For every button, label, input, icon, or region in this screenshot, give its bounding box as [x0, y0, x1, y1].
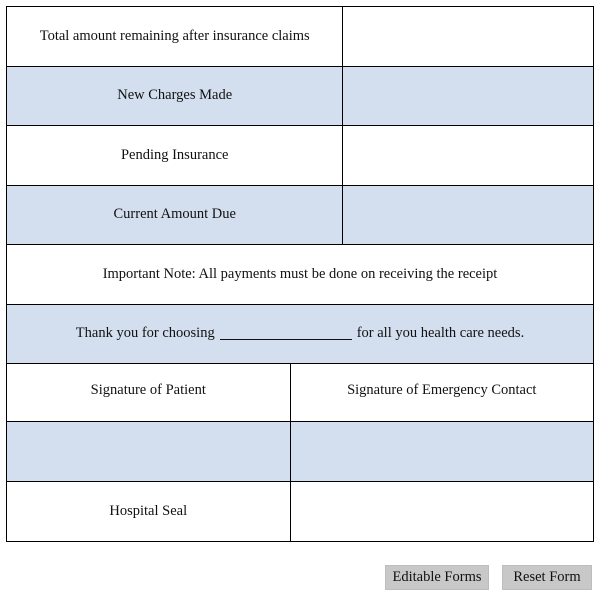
hospital-seal-label: Hospital Seal: [7, 482, 291, 542]
row-important-note: [7, 245, 594, 305]
row-remaining: [7, 7, 594, 67]
editable-forms-button[interactable]: Editable Forms: [385, 565, 489, 590]
emergency-signature-field[interactable]: [291, 422, 594, 482]
row-new-charges: [7, 67, 594, 127]
row-signature-labels: [7, 364, 594, 422]
remaining-value-field[interactable]: [343, 7, 594, 67]
billing-form-table: [6, 6, 594, 542]
emergency-signature-label: Signature of Emergency Contact: [291, 364, 594, 422]
patient-signature-field[interactable]: [7, 422, 291, 482]
reset-form-button[interactable]: Reset Form: [502, 565, 592, 590]
patient-signature-label: Signature of Patient: [7, 364, 291, 422]
hospital-seal-field[interactable]: [291, 482, 594, 542]
row-thank-you: [7, 305, 594, 365]
row-hospital-seal: [7, 482, 594, 542]
thank-you-before: Thank you for choosing: [75, 325, 215, 342]
row-current-amount-due: [7, 186, 594, 246]
pending-insurance-value-field[interactable]: [343, 126, 594, 186]
pending-insurance-label: Pending Insurance: [7, 126, 343, 186]
provider-name-field[interactable]: [220, 327, 352, 340]
remaining-label: Total amount remaining after insurance claims: [7, 7, 343, 67]
row-pending-insurance: [7, 126, 594, 186]
new-charges-label: New Charges Made: [7, 67, 343, 127]
row-signature-fields: [7, 422, 594, 482]
thank-you-after: for all you health care needs.: [356, 325, 525, 342]
new-charges-value-field[interactable]: [343, 67, 594, 127]
current-amount-due-value-field[interactable]: [343, 186, 594, 246]
thank-you-text: [7, 305, 594, 365]
current-amount-due-label: Current Amount Due: [7, 186, 343, 246]
important-note: Important Note: All payments must be done on receiving the receipt: [7, 245, 594, 305]
